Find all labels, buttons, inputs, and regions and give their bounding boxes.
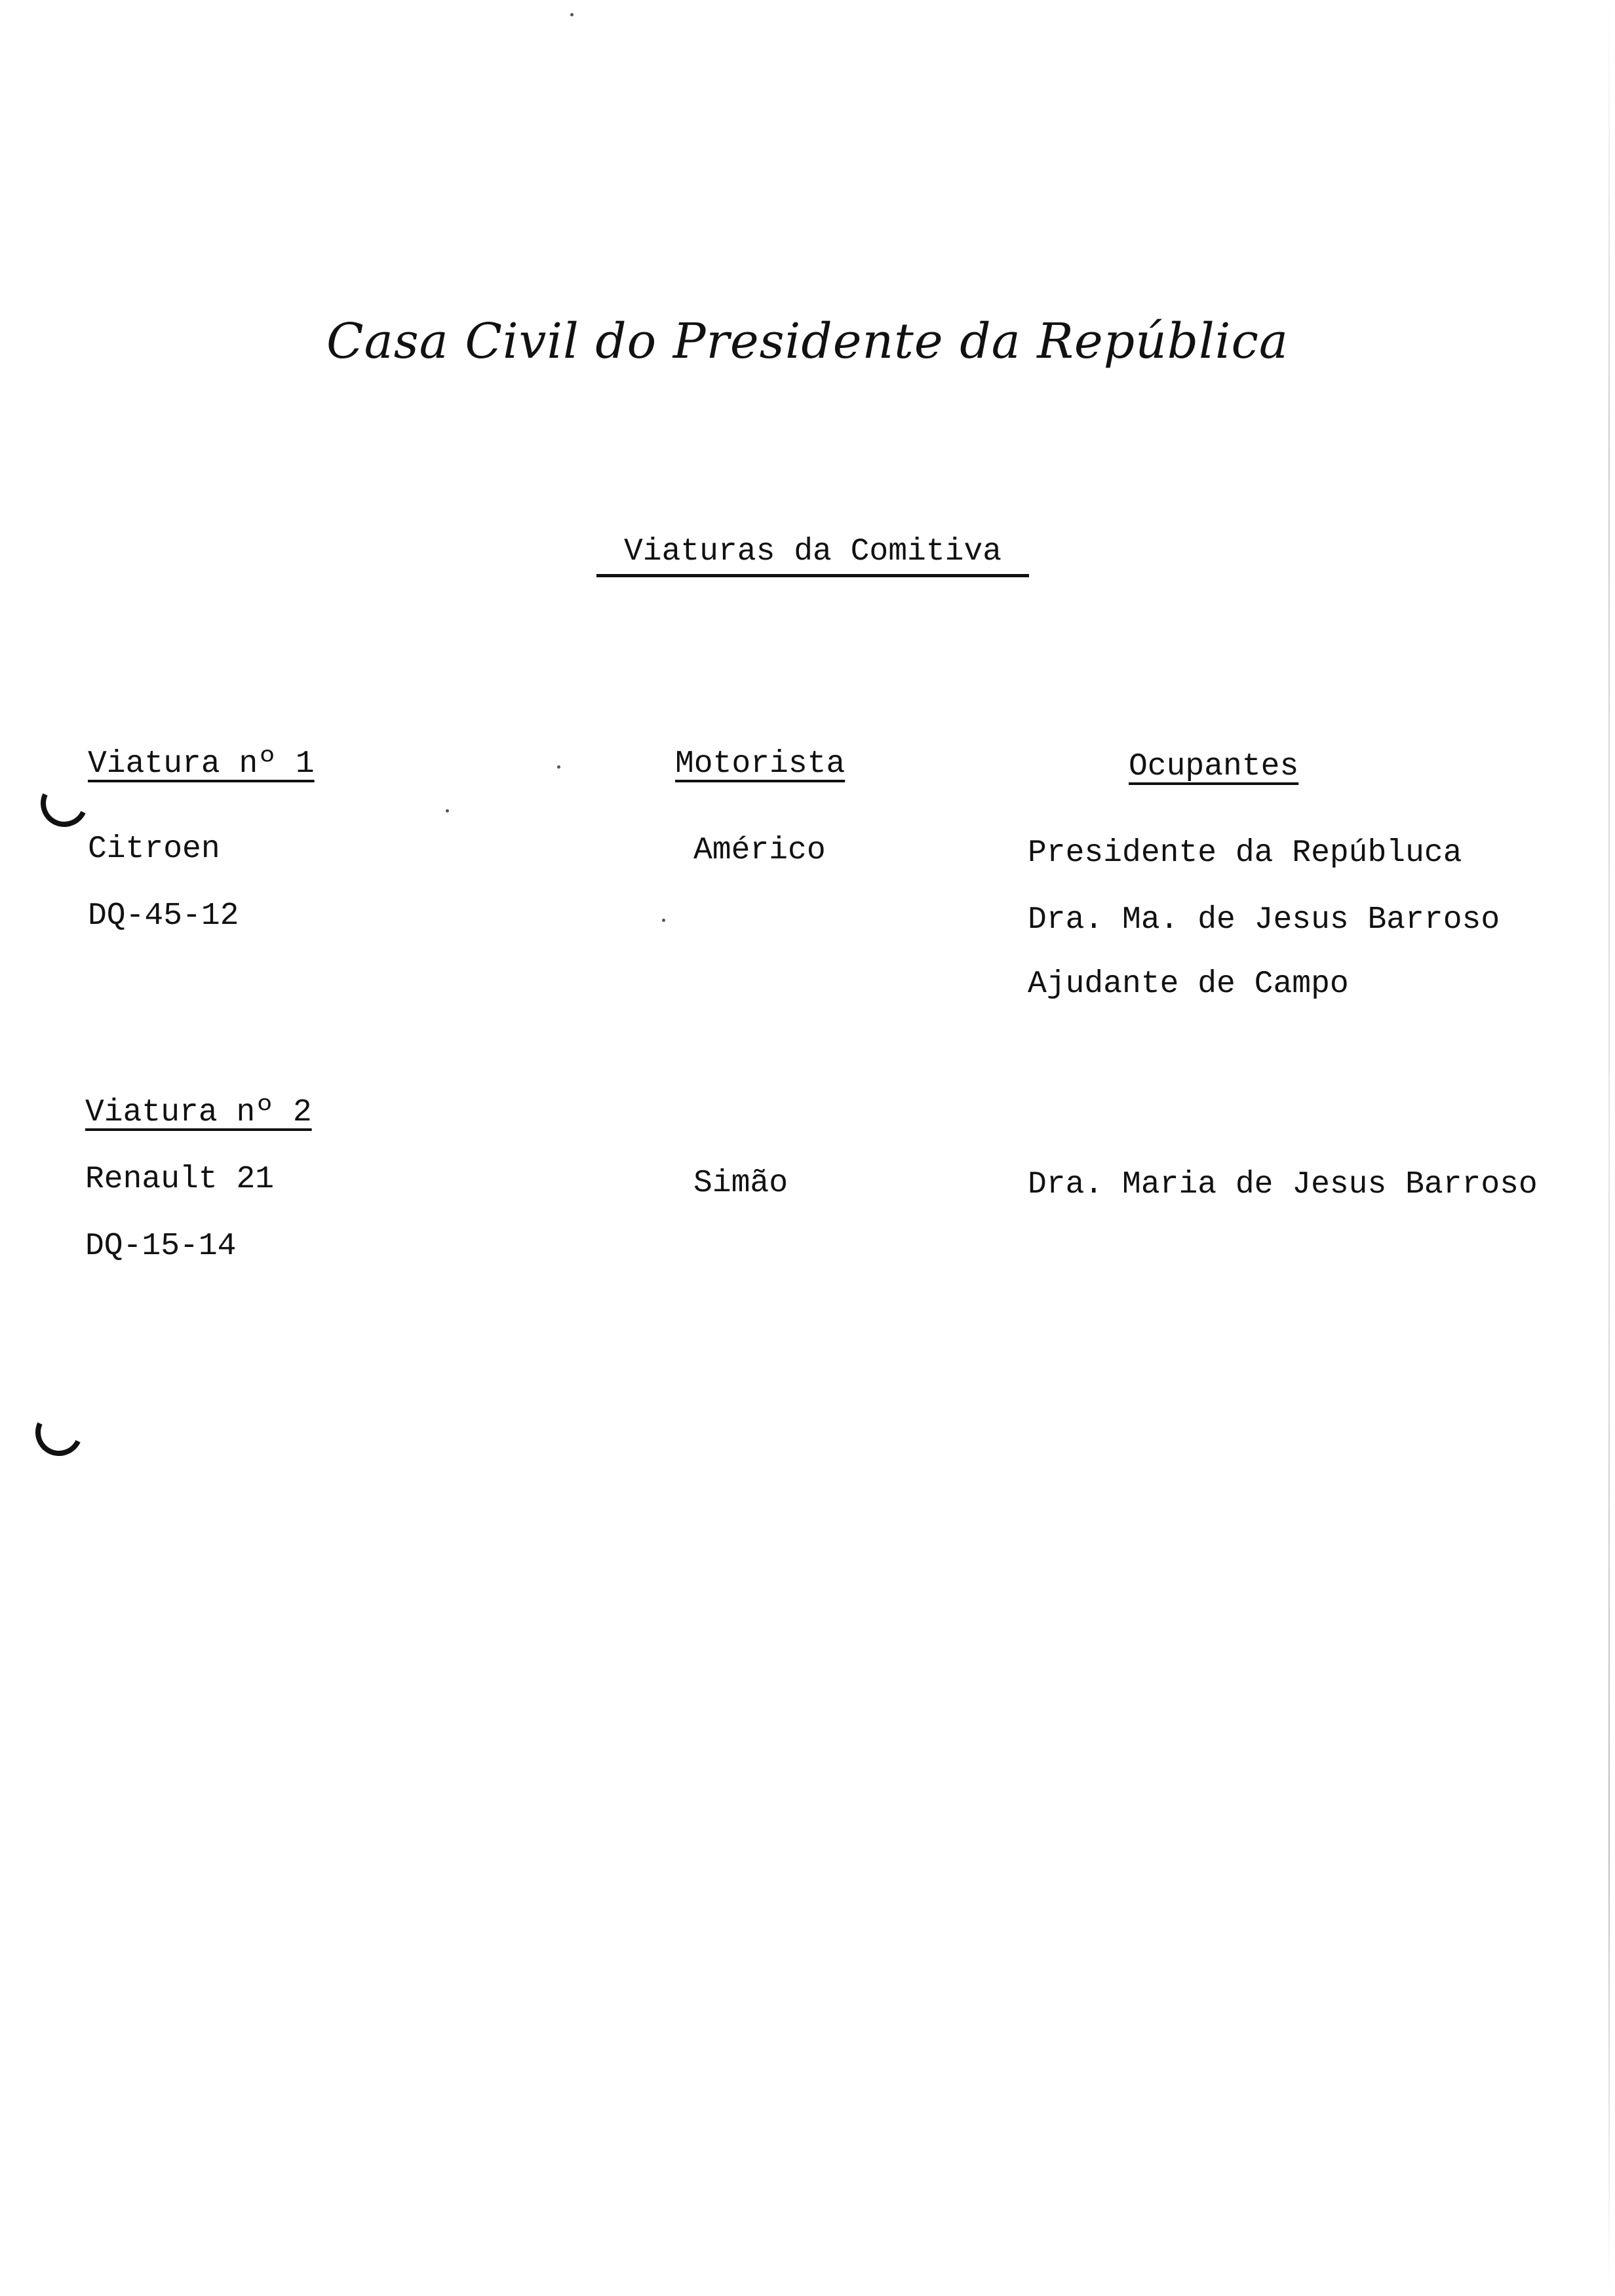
vehicle-1-model: Citroen (88, 832, 220, 867)
vehicle-1-header: Viatura nº 1 (88, 746, 315, 782)
scan-speck (446, 809, 449, 813)
scan-speck (557, 765, 560, 769)
vehicle-1-occupant: Dra. Ma. de Jesus Barroso (1028, 902, 1500, 938)
vehicle-2-driver: Simão (693, 1166, 788, 1201)
vehicle-1-occupant: Ajudante de Campo (1028, 966, 1349, 1002)
scan-speck (662, 919, 665, 922)
scan-speck (570, 13, 574, 16)
vehicle-1-plate: DQ-45-12 (88, 898, 239, 934)
punch-hole-mark (29, 1402, 89, 1463)
letterhead: Casa Civil do Presidente da República (326, 313, 1289, 370)
vehicle-2-occupant: Dra. Maria de Jesus Barroso (1028, 1167, 1538, 1202)
vehicle-1-occupant: Presidente da Repúbluca (1028, 835, 1462, 871)
vehicle-1-driver: Américo (693, 833, 826, 868)
punch-hole-mark (34, 773, 94, 833)
document-title: Viaturas da Comitiva (596, 532, 1029, 577)
vehicle-2-header: Viatura nº 2 (85, 1095, 312, 1130)
occupants-column-header: Ocupantes (1129, 749, 1299, 784)
vehicle-2-model: Renault 21 (85, 1162, 275, 1197)
driver-column-header: Motorista (675, 746, 846, 782)
vehicle-2-plate: DQ-15-14 (85, 1229, 237, 1264)
